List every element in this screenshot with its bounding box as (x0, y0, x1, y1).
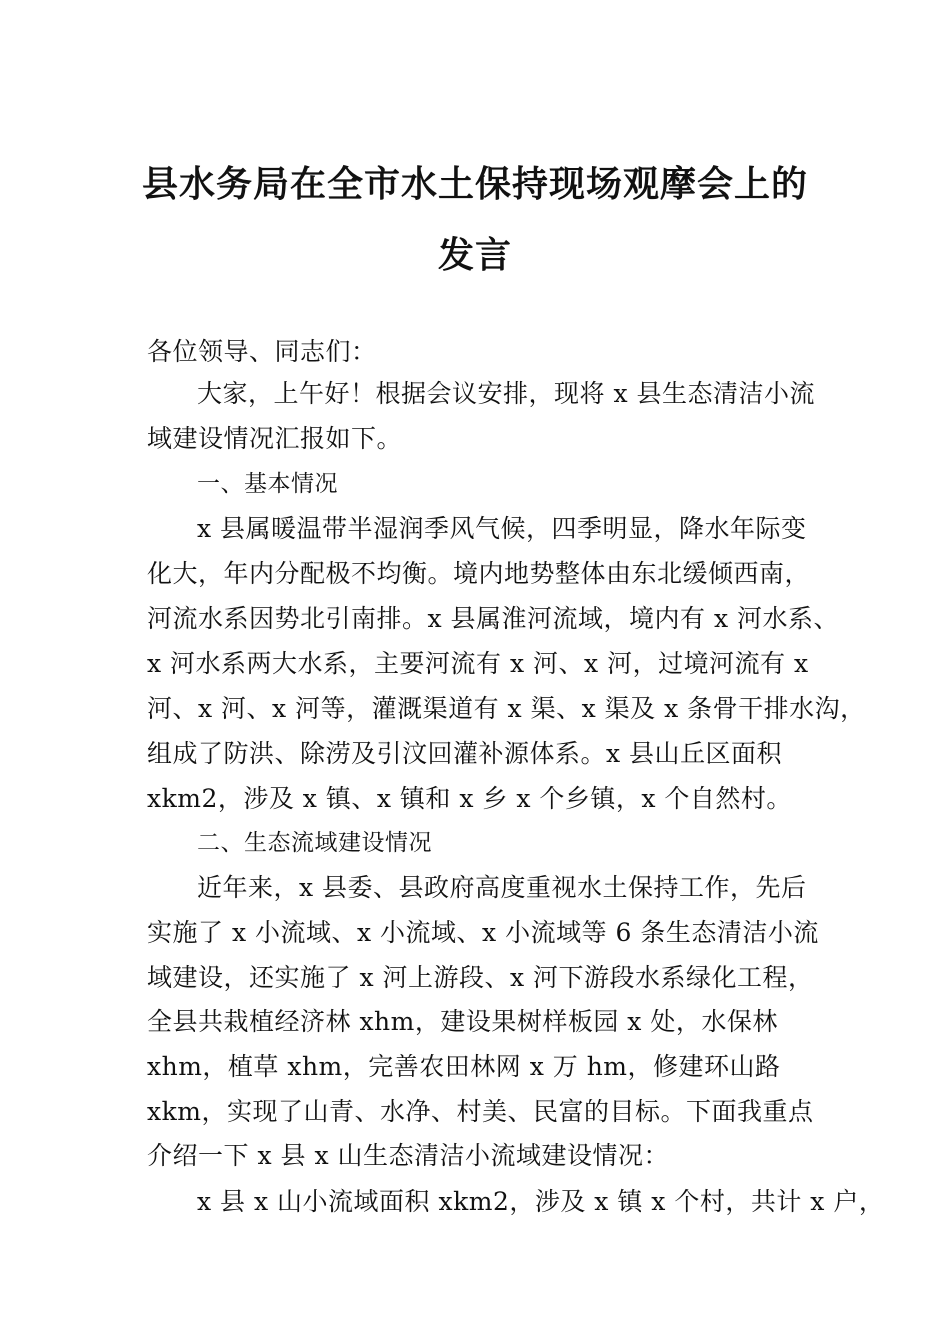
paragraph-line: x 河水系两大水系，主要河流有 x 河、x 河，过境河流有 x (147, 649, 809, 678)
paragraph-line: 域建设，还实施了 x 河上游段、x 河下游段水系绿化工程， (147, 963, 814, 992)
paragraph-line: xkm，实现了山青、水净、村美、民富的目标。下面我重点 (147, 1097, 814, 1126)
section-heading-basic: 一、基本情况 (197, 471, 338, 497)
paragraph-line: 大家，上午好！根据会议安排，现将 x 县生态清洁小流 (197, 379, 815, 408)
paragraph-line: xkm2，涉及 x 镇、x 镇和 x 乡 x 个乡镇，x 个自然村。 (147, 784, 792, 813)
document-title-line-1: 县水务局在全市水土保持现场观摩会上的 (141, 164, 808, 205)
paragraph-line: 组成了防洪、除涝及引汶回灌补源体系。x 县山丘区面积 (147, 739, 783, 768)
paragraph-line: xhm，植草 xhm，完善农田林网 x 万 hm，修建环山路 (147, 1052, 781, 1081)
paragraph-line: 河流水系因势北引南排。x 县属淮河流域，境内有 x 河水系、 (147, 604, 840, 633)
document-title-line-2: 发言 (437, 235, 512, 276)
greeting: 各位领导、同志们： (147, 337, 377, 366)
paragraph-line: 河、x 河、x 河等，灌溉渠道有 x 渠、x 渠及 x 条骨干排水沟， (147, 694, 866, 723)
paragraph-line: 近年来，x 县委、县政府高度重视水土保持工作，先后 (197, 873, 807, 902)
paragraph-line: 域建设情况汇报如下。 (147, 424, 403, 453)
paragraph-line: x 县 x 山小流域面积 xkm2，涉及 x 镇 x 个村，共计 x 户， (197, 1187, 885, 1216)
paragraph-line: 化大，年内分配极不均衡。境内地势整体由东北缓倾西南， (147, 559, 811, 588)
paragraph-line: x 县属暖温带半湿润季风气候，四季明显，降水年际变 (197, 514, 807, 543)
paragraph-line: 全县共栽植经济林 xhm，建设果树样板园 x 处，水保林 (147, 1007, 778, 1036)
section-heading-ecology: 二、生态流域建设情况 (197, 830, 432, 856)
paragraph-line: 实施了 x 小流域、x 小流域、x 小流域等 6 条生态清洁小流 (147, 918, 819, 947)
paragraph-line: 介绍一下 x 县 x 山生态清洁小流域建设情况： (147, 1141, 669, 1170)
